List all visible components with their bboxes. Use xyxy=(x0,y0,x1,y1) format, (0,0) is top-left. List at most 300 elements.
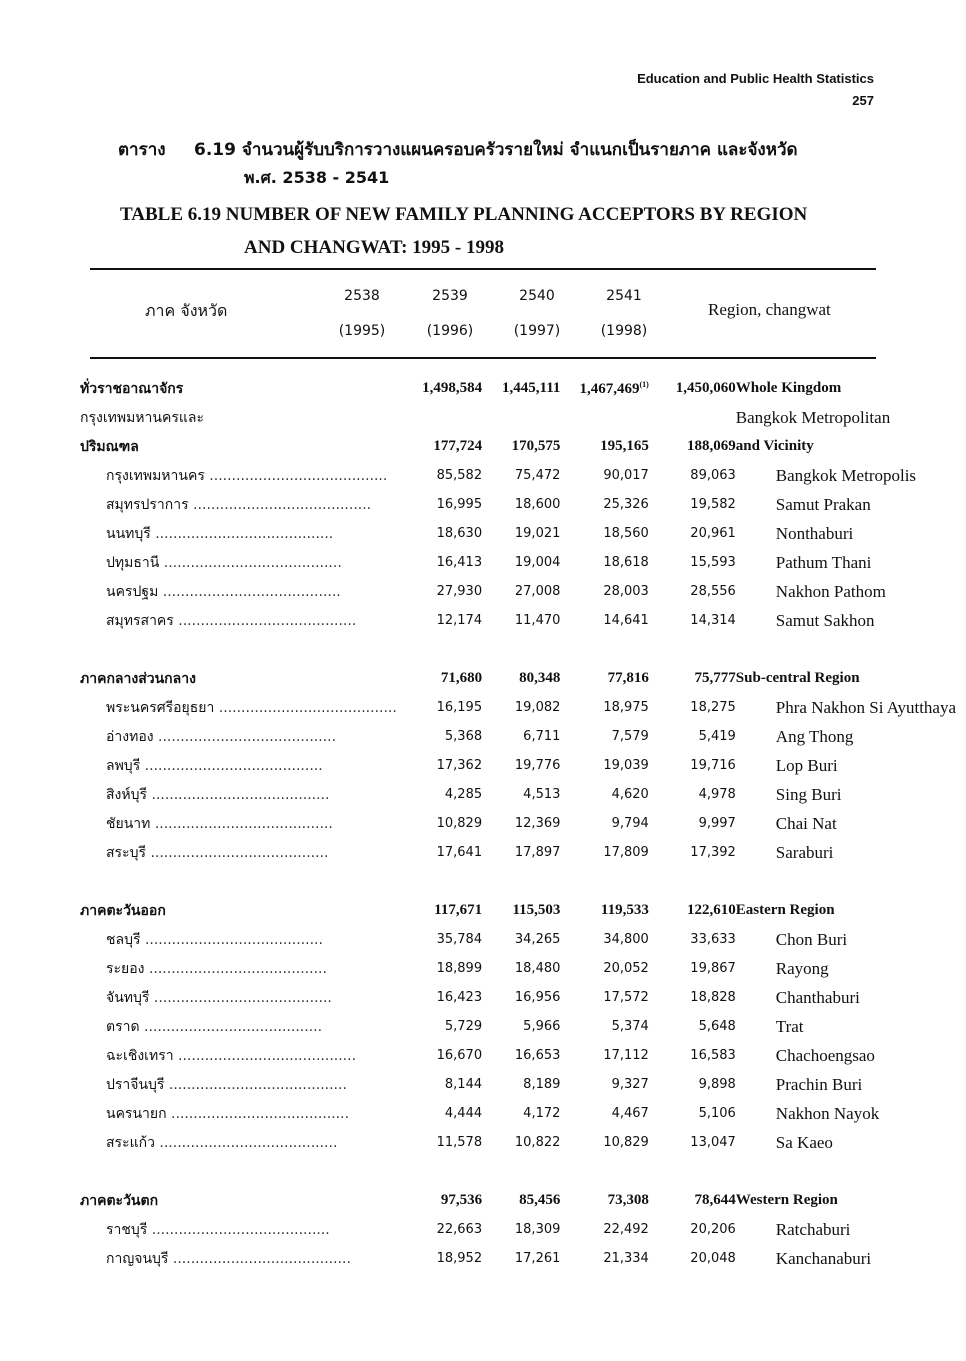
changwat-english: Prachin Buri xyxy=(775,1074,863,1094)
value-1 xyxy=(397,577,482,606)
value-1 xyxy=(397,403,482,432)
value-text: 16,995 xyxy=(436,497,483,512)
value-1 xyxy=(397,896,482,925)
changwat-thai-label: สระบุรี xyxy=(106,844,146,861)
value-4 xyxy=(649,519,736,548)
value-text: 4,285 xyxy=(444,787,483,802)
table-row xyxy=(80,1128,966,1157)
changwat-thai-label: ภาคตะวันตก xyxy=(80,1192,159,1209)
value-3 xyxy=(560,1012,648,1041)
value-text: 17,897 xyxy=(514,845,561,860)
value-text: 9,898 xyxy=(698,1077,736,1092)
changwat-thai xyxy=(80,1012,397,1041)
changwat-english: Rayong xyxy=(775,958,829,978)
value-1 xyxy=(397,693,482,722)
year-be-1: 2538 xyxy=(344,288,380,304)
leader-dots: ........................................ xyxy=(158,583,341,600)
value-text: 28,003 xyxy=(603,584,649,599)
changwat-english: Ratchaburi xyxy=(775,1219,851,1239)
value-1 xyxy=(397,1070,482,1099)
value-text: 22,663 xyxy=(436,1222,483,1237)
english-title-line1: TABLE 6.19 NUMBER OF NEW FAMILY PLANNING ACCEPTORS BY REGION xyxy=(120,204,808,225)
changwat-english: Nakhon Nayok xyxy=(775,1103,880,1123)
value-text: 1,450,060 xyxy=(675,380,736,396)
value-4 xyxy=(649,983,736,1012)
changwat-english: Chai Nat xyxy=(775,813,837,833)
value-text: 19,021 xyxy=(514,526,561,541)
table-body xyxy=(80,374,966,1273)
changwat-thai-label: สระแก้ว xyxy=(106,1134,155,1151)
value-text: 27,930 xyxy=(436,584,483,599)
leader-dots: ........................................ xyxy=(140,757,323,774)
value-2 xyxy=(482,1099,560,1128)
value-text: 15,593 xyxy=(690,555,736,570)
value-text: 71,680 xyxy=(440,670,483,686)
value-text: 34,800 xyxy=(603,932,649,947)
value-2 xyxy=(482,1186,560,1215)
header-rule xyxy=(90,357,876,359)
value-text: 27,008 xyxy=(514,584,561,599)
value-1 xyxy=(397,925,482,954)
value-2 xyxy=(482,403,560,432)
value-2 xyxy=(482,606,560,635)
value-2 xyxy=(482,780,560,809)
value-text: 10,829 xyxy=(603,1135,649,1150)
value-3 xyxy=(560,954,648,983)
value-3 xyxy=(560,1186,648,1215)
leader-dots: ........................................ xyxy=(149,989,332,1006)
leader-dots: ........................................ xyxy=(144,960,327,977)
changwat-thai-label: ปทุมธานี xyxy=(106,554,160,571)
leader-dots: ........................................ xyxy=(168,1250,351,1267)
value-text: 14,641 xyxy=(603,613,649,628)
value-3 xyxy=(560,577,648,606)
table-row xyxy=(80,548,966,577)
changwat-thai xyxy=(80,490,397,519)
value-2 xyxy=(482,809,560,838)
value-1 xyxy=(397,490,482,519)
leader-dots: ........................................ xyxy=(214,699,397,716)
changwat-thai-label: กาญจนบุรี xyxy=(106,1250,169,1267)
changwat-thai-label: นครนายก xyxy=(106,1105,167,1122)
english-column-header: Region, changwat xyxy=(708,300,831,319)
value-4 xyxy=(649,1244,736,1273)
table-row xyxy=(80,751,966,780)
value-text: 20,048 xyxy=(690,1251,736,1266)
value-3 xyxy=(560,1244,648,1273)
value-1 xyxy=(397,1099,482,1128)
value-4 xyxy=(649,1099,736,1128)
value-2 xyxy=(482,722,560,751)
value-3 xyxy=(560,838,648,867)
value-1 xyxy=(397,1186,482,1215)
value-text: 18,630 xyxy=(436,526,483,541)
changwat-thai xyxy=(80,374,397,403)
table-row xyxy=(80,693,966,722)
value-3 xyxy=(560,1128,648,1157)
english-title xyxy=(120,198,807,264)
year-ce-2: (1996) xyxy=(426,323,474,339)
value-4 xyxy=(649,896,736,925)
value-4 xyxy=(649,1215,736,1244)
value-text: 4,467 xyxy=(611,1106,649,1121)
changwat-thai xyxy=(80,606,397,635)
value-text: 22,492 xyxy=(603,1222,649,1237)
value-text: 18,309 xyxy=(514,1222,561,1237)
value-2 xyxy=(482,925,560,954)
value-2 xyxy=(482,461,560,490)
changwat-english: Chon Buri xyxy=(775,929,848,949)
table-row xyxy=(80,1244,966,1273)
value-4 xyxy=(649,954,736,983)
top-rule xyxy=(90,268,876,270)
leader-dots: ........................................ xyxy=(150,525,334,542)
value-text: 73,308 xyxy=(607,1192,649,1208)
changwat-english: Sing Buri xyxy=(775,784,842,804)
leader-dots: ........................................ xyxy=(188,496,372,513)
changwat-english: Eastern Region xyxy=(735,902,835,918)
value-1 xyxy=(397,1244,482,1273)
thai-title-line2: พ.ศ. 2538 - 2541 xyxy=(244,168,390,187)
leader-dots: ........................................ xyxy=(159,554,342,571)
value-text: 78,644 xyxy=(694,1192,736,1208)
table-row xyxy=(80,1070,966,1099)
value-text: 1,498,584 xyxy=(422,380,483,396)
value-text: 20,206 xyxy=(690,1222,736,1237)
changwat-thai xyxy=(80,461,397,490)
value-text: 122,610 xyxy=(687,902,736,918)
changwat-thai-label: ฉะเชิงเทรา xyxy=(106,1047,174,1064)
value-2 xyxy=(482,838,560,867)
value-text: 75,472 xyxy=(514,468,561,483)
value-2 xyxy=(482,693,560,722)
changwat-english: Sa Kaeo xyxy=(775,1132,833,1152)
value-text: 19,082 xyxy=(514,700,561,715)
leader-dots: ........................................ xyxy=(150,815,333,832)
value-text: 89,063 xyxy=(690,468,736,483)
changwat-thai-label: กรุงเทพมหานครและ xyxy=(80,409,204,426)
table-row xyxy=(80,432,966,461)
spacer-cell xyxy=(80,635,966,664)
value-text: 80,348 xyxy=(519,670,561,686)
value-3 xyxy=(560,606,648,635)
leader-dots: ........................................ xyxy=(139,1018,323,1035)
value-3 xyxy=(560,751,648,780)
value-text: 18,975 xyxy=(603,700,649,715)
leader-dots: ........................................ xyxy=(153,728,337,745)
value-3 xyxy=(560,1070,648,1099)
year-be-2: 2539 xyxy=(432,288,468,304)
value-4 xyxy=(649,925,736,954)
leader-dots: ........................................ xyxy=(164,1076,347,1093)
changwat-english: Pathum Thani xyxy=(775,552,872,572)
value-2 xyxy=(482,374,560,403)
changwat-thai-label: ราชบุรี xyxy=(106,1221,148,1238)
value-1 xyxy=(397,983,482,1012)
value-text: 17,641 xyxy=(436,845,483,860)
value-text: 11,578 xyxy=(436,1135,483,1150)
thai-column-header: ภาค จังหวัด xyxy=(145,301,228,320)
value-text: 195,165 xyxy=(600,438,649,454)
value-text: 13,047 xyxy=(690,1135,736,1150)
leader-dots: ........................................ xyxy=(173,1047,357,1064)
value-2 xyxy=(482,1070,560,1099)
value-4 xyxy=(649,403,736,432)
value-text: 18,899 xyxy=(436,961,483,976)
changwat-thai-label: ตราด xyxy=(106,1018,140,1035)
value-2 xyxy=(482,1128,560,1157)
value-text: 5,648 xyxy=(698,1019,736,1034)
value-3 xyxy=(560,519,648,548)
changwat-english: Chachoengsao xyxy=(775,1045,875,1065)
value-text: 18,828 xyxy=(690,990,736,1005)
changwat-thai-label: นนทบุรี xyxy=(106,525,151,542)
thai-title-line1: 6.19 จำนวนผู้รับบริการวางแผนครอบครัวรายใหม่ จำแนกเป็นรายภาค และจังหวัด xyxy=(194,140,798,160)
value-3 xyxy=(560,490,648,519)
changwat-thai-label: ทั่วราชอาณาจักร xyxy=(80,380,184,397)
changwat-english: Samut Sakhon xyxy=(775,610,875,630)
changwat-thai xyxy=(80,1128,397,1157)
value-text: 170,575 xyxy=(511,438,561,454)
value-text: 7,579 xyxy=(611,729,649,744)
value-4 xyxy=(649,1012,736,1041)
value-3 xyxy=(560,461,648,490)
value-4 xyxy=(649,1186,736,1215)
leader-dots: ........................................ xyxy=(147,786,330,803)
value-text: 9,327 xyxy=(611,1077,649,1092)
value-text: 9,997 xyxy=(698,816,736,831)
changwat-thai-label: สมุทรปราการ xyxy=(106,496,189,513)
value-text: 17,392 xyxy=(690,845,736,860)
value-text: 9,794 xyxy=(611,816,649,831)
spacer-row xyxy=(80,635,966,664)
value-text: 5,419 xyxy=(698,729,736,744)
page-header xyxy=(637,68,874,112)
value-text: 115,503 xyxy=(512,902,561,918)
value-3 xyxy=(560,403,648,432)
changwat-thai-label: ลพบุรี xyxy=(106,757,141,774)
value-2 xyxy=(482,664,560,693)
changwat-thai-label: กรุงเทพมหานคร xyxy=(106,467,205,484)
changwat-english: Kanchanaburi xyxy=(775,1248,872,1268)
value-1 xyxy=(397,1128,482,1157)
value-1 xyxy=(397,548,482,577)
table-row xyxy=(80,983,966,1012)
value-4 xyxy=(649,374,736,403)
table-row xyxy=(80,896,966,925)
value-text: 34,265 xyxy=(514,932,561,947)
changwat-thai-label: ระยอง xyxy=(106,960,145,977)
value-text: 97,536 xyxy=(440,1192,483,1208)
changwat-english: Phra Nakhon Si Ayutthaya xyxy=(775,697,957,717)
changwat-thai-label: อ่างทอง xyxy=(106,728,154,745)
changwat-thai-label: พระนครศรีอยุธยา xyxy=(106,699,215,716)
changwat-english: Chanthaburi xyxy=(775,987,860,1007)
table-row xyxy=(80,1215,966,1244)
value-3 xyxy=(560,925,648,954)
leader-dots: ........................................ xyxy=(147,1221,330,1238)
changwat-thai xyxy=(80,664,397,693)
changwat-thai xyxy=(80,954,397,983)
changwat-english: Nonthaburi xyxy=(775,523,854,543)
value-2 xyxy=(482,1244,560,1273)
value-3 xyxy=(560,809,648,838)
changwat-english: Whole Kingdom xyxy=(735,380,842,396)
value-text: 77,816 xyxy=(607,670,649,686)
table-row xyxy=(80,809,966,838)
changwat-english: Bangkok Metropolis xyxy=(775,465,917,485)
value-text: 16,583 xyxy=(690,1048,736,1063)
value-text: 12,174 xyxy=(436,613,483,628)
value-text: 17,572 xyxy=(603,990,649,1005)
changwat-thai xyxy=(80,1186,397,1215)
changwat-thai-label: ปริมณฑล xyxy=(80,438,139,455)
value-text: 19,867 xyxy=(690,961,736,976)
changwat-english: Nakhon Pathom xyxy=(775,581,886,601)
value-3 xyxy=(560,1215,648,1244)
table-row xyxy=(80,606,966,635)
value-3 xyxy=(560,1099,648,1128)
changwat-thai-label: ภาคกลางส่วนกลาง xyxy=(80,670,196,687)
value-2 xyxy=(482,432,560,461)
leader-dots: ........................................ xyxy=(166,1105,350,1122)
changwat-thai-label: สิงห์บุรี xyxy=(106,786,148,803)
value-text: 4,444 xyxy=(444,1106,483,1121)
changwat-thai xyxy=(80,1099,397,1128)
leader-dots: ........................................ xyxy=(173,612,357,629)
value-4 xyxy=(649,432,736,461)
table-row xyxy=(80,780,966,809)
value-2 xyxy=(482,519,560,548)
changwat-thai xyxy=(80,751,397,780)
changwat-english: Bangkok Metropolitan xyxy=(735,407,891,427)
changwat-thai xyxy=(80,925,397,954)
changwat-thai xyxy=(80,577,397,606)
value-text: 11,470 xyxy=(514,613,561,628)
value-text: 18,618 xyxy=(603,555,649,570)
thai-title xyxy=(118,136,798,163)
value-3 xyxy=(560,664,648,693)
changwat-thai xyxy=(80,838,397,867)
value-text: 21,334 xyxy=(603,1251,649,1266)
value-text: 10,822 xyxy=(514,1135,561,1150)
changwat-thai-label: จันทบุรี xyxy=(106,989,150,1006)
table-row xyxy=(80,664,966,693)
changwat-thai xyxy=(80,403,397,432)
value-text: 4,620 xyxy=(611,787,649,802)
value-text: 16,956 xyxy=(514,990,561,1005)
value-text: 14,314 xyxy=(690,613,736,628)
value-text: 5,966 xyxy=(523,1019,561,1034)
changwat-thai-label: สมุทรสาคร xyxy=(106,612,174,629)
table-row xyxy=(80,374,966,403)
changwat-english: Western Region xyxy=(735,1192,838,1208)
changwat-thai xyxy=(80,983,397,1012)
value-text: 85,582 xyxy=(436,468,483,483)
spacer-cell xyxy=(80,867,966,896)
value-text: 17,261 xyxy=(514,1251,561,1266)
changwat-thai xyxy=(80,1070,397,1099)
value-text: 5,729 xyxy=(444,1019,483,1034)
value-4 xyxy=(649,1041,736,1070)
value-text: 17,809 xyxy=(603,845,649,860)
value-text: 16,413 xyxy=(436,555,483,570)
value-text: 12,369 xyxy=(514,816,561,831)
leader-dots: ........................................ xyxy=(146,844,329,861)
year-be-4: 2541 xyxy=(606,288,642,304)
table-row xyxy=(80,925,966,954)
changwat-thai-label: ชัยนาท xyxy=(106,815,151,832)
value-4 xyxy=(649,606,736,635)
value-1 xyxy=(397,461,482,490)
value-3 xyxy=(560,722,648,751)
changwat-thai xyxy=(80,1215,397,1244)
value-text: 4,978 xyxy=(698,787,736,802)
value-1 xyxy=(397,519,482,548)
value-text: 188,069 xyxy=(687,438,736,454)
value-2 xyxy=(482,1012,560,1041)
changwat-thai xyxy=(80,1244,397,1273)
value-2 xyxy=(482,983,560,1012)
value-text: 85,456 xyxy=(519,1192,561,1208)
changwat-english: Samut Prakan xyxy=(775,494,871,514)
changwat-thai-label: ชลบุรี xyxy=(106,931,141,948)
changwat-thai xyxy=(80,548,397,577)
value-text: 33,633 xyxy=(690,932,736,947)
table-row xyxy=(80,1186,966,1215)
value-4 xyxy=(649,809,736,838)
changwat-english: Trat xyxy=(775,1016,804,1036)
value-1 xyxy=(397,1012,482,1041)
changwat-thai xyxy=(80,432,397,461)
changwat-thai xyxy=(80,693,397,722)
year-ce-1: (1995) xyxy=(338,323,386,339)
value-text: 19,039 xyxy=(603,758,649,773)
value-text: 18,952 xyxy=(436,1251,483,1266)
value-text: 17,112 xyxy=(603,1048,649,1063)
value-4 xyxy=(649,780,736,809)
value-text: 6,711 xyxy=(523,729,561,744)
value-text: 35,784 xyxy=(436,932,483,947)
value-text: 19,716 xyxy=(690,758,736,773)
value-text: 75,777 xyxy=(694,670,736,686)
value-text: 25,326 xyxy=(603,497,649,512)
footnote-marker: (1) xyxy=(639,379,649,389)
table-row xyxy=(80,461,966,490)
value-text: 5,106 xyxy=(698,1106,736,1121)
value-1 xyxy=(397,954,482,983)
table-row xyxy=(80,722,966,751)
leader-dots: ........................................ xyxy=(154,1134,338,1151)
value-4 xyxy=(649,461,736,490)
value-3 xyxy=(560,983,648,1012)
changwat-thai-label: นครปฐม xyxy=(106,583,159,600)
page-number: 257 xyxy=(852,93,874,108)
value-text: 16,670 xyxy=(436,1048,483,1063)
value-text: 19,776 xyxy=(514,758,561,773)
changwat-thai xyxy=(80,809,397,838)
value-1 xyxy=(397,722,482,751)
value-2 xyxy=(482,1215,560,1244)
value-4 xyxy=(649,1128,736,1157)
value-text: 177,724 xyxy=(433,438,483,454)
table-row xyxy=(80,490,966,519)
changwat-english: and Vicinity xyxy=(735,438,814,454)
value-text: 117,671 xyxy=(434,902,483,918)
table-row xyxy=(80,838,966,867)
changwat-thai xyxy=(80,722,397,751)
data-table xyxy=(80,374,966,1273)
